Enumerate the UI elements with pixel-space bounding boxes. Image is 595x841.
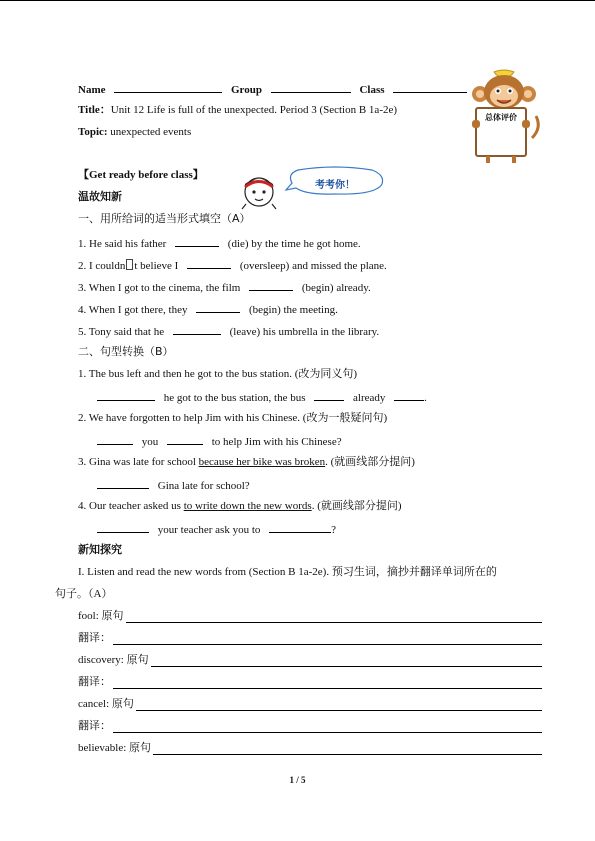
answer-text: Gina late for school? (157, 480, 250, 492)
answer-blank[interactable] (173, 323, 221, 335)
answer-text: he got to the bus station, the bus (163, 392, 306, 404)
group-blank[interactable] (271, 81, 351, 93)
answer-blank[interactable] (249, 279, 293, 291)
student-face-icon (240, 170, 278, 210)
answer-blank[interactable] (269, 521, 331, 533)
item-text: 1. He said his father (78, 238, 167, 250)
topic-text: unexpected events (110, 126, 192, 138)
instruction-line: I. Listen and read the new words from (Section B 1a-2e). 预习生词，摘抄并翻译单词所在的 (78, 566, 497, 578)
writing-row (78, 675, 542, 689)
list-item (78, 235, 361, 251)
answer-blank[interactable] (175, 235, 219, 247)
get-ready-heading: 【Get ready before class】 (78, 169, 204, 181)
writing-line[interactable] (151, 655, 542, 667)
answer-blank[interactable] (97, 433, 133, 445)
review-heading: 温故知新 (78, 190, 122, 203)
part1-title: 一、用所给词的适当形式填空（A） (78, 212, 251, 225)
item-text: (leave) his umbrella in the library. (229, 326, 380, 338)
row-label: cancel: 原句 (78, 698, 134, 710)
answer-blank[interactable] (187, 257, 231, 269)
topic-line (78, 125, 191, 139)
question-text: 4. Our teacher asked us (78, 500, 184, 512)
answer-text: your teacher ask you to (157, 524, 261, 536)
answer-line-4 (97, 521, 336, 537)
writing-line[interactable] (136, 699, 542, 711)
list-item (78, 279, 371, 295)
writing-row (78, 653, 542, 667)
item-text: (oversleep) and missed the plane. (239, 260, 387, 272)
writing-line[interactable] (113, 721, 542, 733)
row-label: fool: 原句 (78, 610, 124, 622)
question-1: 1. The bus left and then he got to the bus station. (改为同义句) (78, 368, 358, 380)
name-label: Name (78, 84, 106, 96)
part2-title: 二、句型转换（B） (78, 345, 174, 358)
answer-blank[interactable] (314, 389, 344, 401)
question-text: . (就画线部分提问) (325, 456, 415, 468)
item-text: (begin) the meeting. (248, 304, 338, 316)
evaluation-badge: 总体评价 (485, 113, 517, 122)
page-number: 1 / 5 (289, 775, 306, 785)
instruction-line: 句子。（A） (55, 588, 113, 600)
answer-blank[interactable] (97, 389, 155, 401)
item-text: 3. When I got to the cinema, the film (78, 282, 241, 294)
answer-line-3 (97, 477, 250, 493)
name-blank[interactable] (114, 81, 222, 93)
title-text: Unit 12 Life is full of the unexpected. Period 3 (Section B 1a-2e) (110, 104, 398, 116)
class-blank[interactable] (393, 81, 467, 93)
underlined-text: to write down the new words (183, 500, 312, 512)
row-label: believable: 原句 (78, 742, 152, 754)
writing-row (78, 719, 542, 733)
answer-text: already (353, 392, 386, 404)
group-label: Group (231, 84, 262, 96)
answer-blank[interactable] (394, 389, 424, 401)
list-item (78, 301, 338, 317)
question-text: . (就画线部分提问) (311, 500, 402, 512)
list-item (78, 323, 379, 339)
class-label: Class (359, 84, 385, 96)
answer-text: to help Jim with his Chinese? (211, 436, 342, 448)
writing-line[interactable] (113, 633, 542, 645)
answer-line-2 (97, 433, 342, 449)
title-label: Title： (78, 104, 111, 116)
top-rule (0, 0, 595, 1)
title-line (78, 103, 397, 117)
row-label: 翻译： (78, 720, 111, 732)
answer-blank[interactable] (167, 433, 203, 445)
answer-text: you (141, 436, 159, 448)
item-text: (begin) already. (301, 282, 371, 294)
row-label: 翻译： (78, 676, 111, 688)
answer-blank[interactable] (196, 301, 240, 313)
list-item: 2. I couldn t believe I (oversleep) and missed the plane. (78, 257, 387, 273)
writing-row (78, 609, 542, 623)
writing-line[interactable] (153, 743, 542, 755)
writing-line[interactable] (126, 611, 542, 623)
question-4 (78, 499, 402, 513)
answer-text: ? (331, 524, 337, 536)
topic-label: Topic: (78, 126, 108, 138)
missing-glyph-icon (126, 259, 133, 270)
item-text: 4. When I got there, they (78, 304, 188, 316)
writing-row (78, 741, 542, 755)
period-mark: . (424, 392, 427, 404)
writing-line[interactable] (113, 677, 542, 689)
new-knowledge-heading: 新知探究 (78, 543, 122, 556)
bubble-text: 考考你！ (315, 180, 355, 191)
underlined-text: because her bike was broken (198, 456, 326, 468)
answer-blank[interactable] (97, 477, 149, 489)
header-fields (78, 81, 467, 97)
item-text: 5. Tony said that he (78, 326, 165, 338)
question-2: 2. We have forgotten to help Jim with his Chinese. (改为一般疑问句) (78, 412, 388, 424)
answer-blank[interactable] (97, 521, 149, 533)
question-3 (78, 455, 415, 469)
writing-row (78, 697, 542, 711)
row-label: 翻译： (78, 632, 111, 644)
answer-line-1 (97, 389, 427, 405)
question-text: 3. Gina was late for school (78, 456, 199, 468)
row-label: discovery: 原句 (78, 654, 149, 666)
writing-row (78, 631, 542, 645)
item-text: (die) by the time he got home. (227, 238, 361, 250)
